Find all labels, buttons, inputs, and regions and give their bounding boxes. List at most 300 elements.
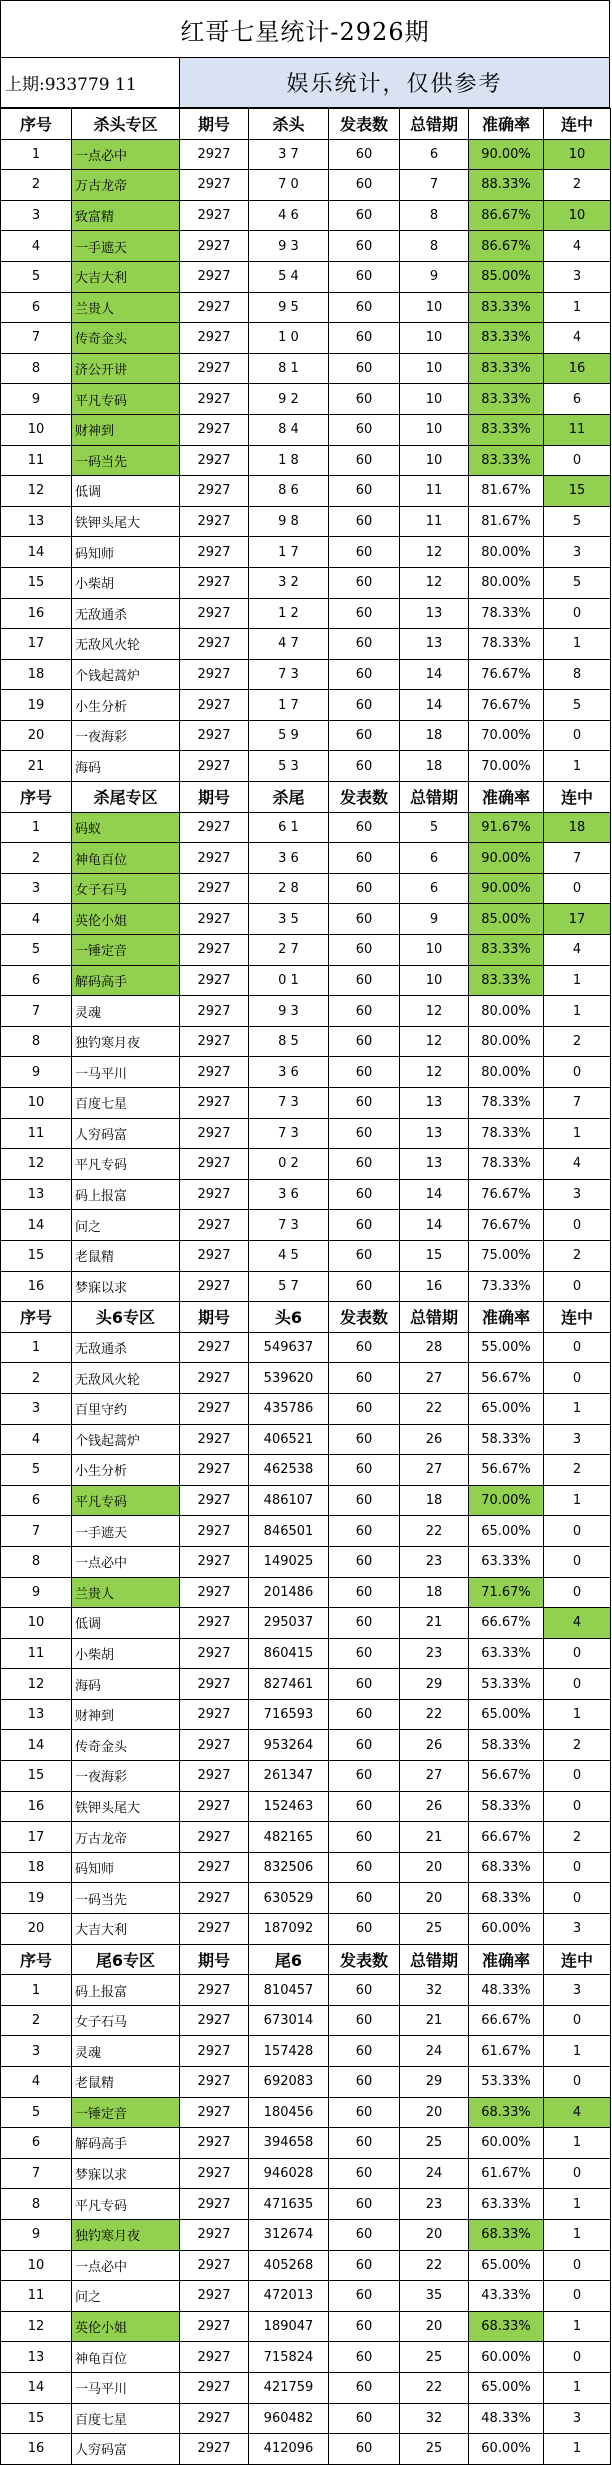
hit-streak: 0 xyxy=(544,1638,611,1669)
accuracy-rate: 61.67% xyxy=(469,2158,544,2189)
published-count: 60 xyxy=(329,2128,400,2159)
total-misses: 14 xyxy=(400,690,469,721)
prediction-value: 394658 xyxy=(249,2128,329,2159)
total-misses: 27 xyxy=(400,1455,469,1486)
hit-streak: 2 xyxy=(544,1730,611,1761)
table-row xyxy=(1,1332,611,1363)
period-number: 2927 xyxy=(180,2097,249,2128)
predictor-name: 女子石马 xyxy=(72,2005,180,2036)
table-row xyxy=(1,231,611,262)
prediction-value: 5 3 xyxy=(249,751,329,782)
published-count: 60 xyxy=(329,1240,400,1271)
table-row xyxy=(1,1240,611,1271)
table-row xyxy=(1,1975,611,2006)
period-number: 2927 xyxy=(180,1516,249,1547)
accuracy-rate: 86.67% xyxy=(469,231,544,262)
row-number: 19 xyxy=(1,690,72,721)
row-number: 14 xyxy=(1,1210,72,1241)
table-row xyxy=(1,2281,611,2312)
hit-streak: 2 xyxy=(544,1455,611,1486)
row-number: 4 xyxy=(1,231,72,262)
period-number: 2927 xyxy=(180,965,249,996)
row-number: 15 xyxy=(1,2403,72,2434)
predictor-name: 平凡专码 xyxy=(72,1485,180,1516)
table-row xyxy=(1,1883,611,1914)
period-number: 2927 xyxy=(180,1455,249,1486)
accuracy-rate: 83.33% xyxy=(469,323,544,354)
prediction-value: 472013 xyxy=(249,2281,329,2312)
prediction-value: 946028 xyxy=(249,2158,329,2189)
column-header: 发表数 xyxy=(329,1944,400,1975)
total-misses: 5 xyxy=(400,812,469,843)
predictor-name: 铁钾头尾大 xyxy=(72,506,180,537)
accuracy-rate: 83.33% xyxy=(469,292,544,323)
row-number: 9 xyxy=(1,2219,72,2250)
published-count: 60 xyxy=(329,200,400,231)
total-misses: 26 xyxy=(400,1791,469,1822)
table-row xyxy=(1,598,611,629)
accuracy-rate: 71.67% xyxy=(469,1577,544,1608)
row-number: 1 xyxy=(1,1332,72,1363)
period-number: 2927 xyxy=(180,843,249,874)
row-number: 8 xyxy=(1,1546,72,1577)
hit-streak: 0 xyxy=(544,1210,611,1241)
column-header: 总错期 xyxy=(400,109,469,140)
period-number: 2927 xyxy=(180,2036,249,2067)
accuracy-rate: 70.00% xyxy=(469,720,544,751)
published-count: 60 xyxy=(329,353,400,384)
column-header: 杀尾 xyxy=(249,782,329,813)
predictor-name: 神龟百位 xyxy=(72,843,180,874)
section-header-row xyxy=(1,1944,611,1975)
prediction-value: 7 3 xyxy=(249,659,329,690)
published-count: 60 xyxy=(329,1149,400,1180)
row-number: 1 xyxy=(1,1975,72,2006)
predictor-name: 无敌通杀 xyxy=(72,598,180,629)
table-row xyxy=(1,2158,611,2189)
accuracy-rate: 73.33% xyxy=(469,1271,544,1302)
total-misses: 23 xyxy=(400,1638,469,1669)
hit-streak: 1 xyxy=(544,1118,611,1149)
prediction-value: 9 2 xyxy=(249,384,329,415)
row-number: 16 xyxy=(1,1791,72,1822)
period-number: 2927 xyxy=(180,1424,249,1455)
period-number: 2927 xyxy=(180,353,249,384)
period-number: 2927 xyxy=(180,996,249,1027)
period-number: 2927 xyxy=(180,537,249,568)
total-misses: 27 xyxy=(400,1363,469,1394)
hit-streak: 16 xyxy=(544,353,611,384)
table-row xyxy=(1,1516,611,1547)
prediction-value: 2 8 xyxy=(249,873,329,904)
column-header: 准确率 xyxy=(469,109,544,140)
predictor-name: 致富精 xyxy=(72,200,180,231)
period-number: 2927 xyxy=(180,292,249,323)
hit-streak: 0 xyxy=(544,1363,611,1394)
period-number: 2927 xyxy=(180,1638,249,1669)
hit-streak: 4 xyxy=(544,1149,611,1180)
column-header: 总错期 xyxy=(400,1302,469,1333)
period-number: 2927 xyxy=(180,1485,249,1516)
period-number: 2927 xyxy=(180,935,249,966)
predictor-name: 个钱起蒿炉 xyxy=(72,1424,180,1455)
prediction-value: 5 4 xyxy=(249,261,329,292)
hit-streak: 1 xyxy=(544,629,611,660)
hit-streak: 0 xyxy=(544,1791,611,1822)
predictor-name: 解码高手 xyxy=(72,965,180,996)
total-misses: 28 xyxy=(400,1332,469,1363)
accuracy-rate: 90.00% xyxy=(469,139,544,170)
published-count: 60 xyxy=(329,629,400,660)
prediction-value: 412096 xyxy=(249,2434,329,2465)
accuracy-rate: 63.33% xyxy=(469,1546,544,1577)
period-number: 2927 xyxy=(180,567,249,598)
hit-streak: 7 xyxy=(544,1088,611,1119)
period-number: 2927 xyxy=(180,1669,249,1700)
predictor-name: 神龟百位 xyxy=(72,2342,180,2373)
hit-streak: 2 xyxy=(544,1026,611,1057)
hit-streak: 0 xyxy=(544,1057,611,1088)
published-count: 60 xyxy=(329,1424,400,1455)
period-number: 2927 xyxy=(180,1699,249,1730)
row-number: 3 xyxy=(1,2036,72,2067)
row-number: 18 xyxy=(1,1852,72,1883)
table-row xyxy=(1,2403,611,2434)
total-misses: 9 xyxy=(400,904,469,935)
hit-streak: 0 xyxy=(544,1852,611,1883)
total-misses: 29 xyxy=(400,1669,469,1700)
accuracy-rate: 60.00% xyxy=(469,2342,544,2373)
predictor-name: 兰贵人 xyxy=(72,292,180,323)
period-number: 2927 xyxy=(180,1210,249,1241)
total-misses: 12 xyxy=(400,996,469,1027)
table-row xyxy=(1,1088,611,1119)
accuracy-rate: 65.00% xyxy=(469,2250,544,2281)
table-row xyxy=(1,965,611,996)
accuracy-rate: 70.00% xyxy=(469,751,544,782)
row-number: 20 xyxy=(1,720,72,751)
prediction-value: 3 6 xyxy=(249,843,329,874)
column-header: 发表数 xyxy=(329,782,400,813)
row-number: 6 xyxy=(1,2128,72,2159)
published-count: 60 xyxy=(329,935,400,966)
total-misses: 32 xyxy=(400,1975,469,2006)
row-number: 5 xyxy=(1,1455,72,1486)
total-misses: 22 xyxy=(400,1393,469,1424)
predictor-name: 万古龙帝 xyxy=(72,1822,180,1853)
period-number: 2927 xyxy=(180,1240,249,1271)
info-bar xyxy=(0,58,612,108)
hit-streak: 0 xyxy=(544,2067,611,2098)
accuracy-rate: 48.33% xyxy=(469,2403,544,2434)
total-misses: 10 xyxy=(400,323,469,354)
total-misses: 22 xyxy=(400,2250,469,2281)
table-row xyxy=(1,1271,611,1302)
predictor-name: 海码 xyxy=(72,1669,180,1700)
accuracy-rate: 85.00% xyxy=(469,904,544,935)
total-misses: 13 xyxy=(400,1118,469,1149)
total-misses: 32 xyxy=(400,2403,469,2434)
accuracy-rate: 55.00% xyxy=(469,1332,544,1363)
table-row xyxy=(1,1455,611,1486)
hit-streak: 8 xyxy=(544,659,611,690)
total-misses: 10 xyxy=(400,445,469,476)
total-misses: 23 xyxy=(400,1546,469,1577)
row-number: 11 xyxy=(1,1638,72,1669)
period-number: 2927 xyxy=(180,2158,249,2189)
prediction-value: 2 7 xyxy=(249,935,329,966)
total-misses: 21 xyxy=(400,1608,469,1639)
predictor-name: 一码当先 xyxy=(72,445,180,476)
hit-streak: 0 xyxy=(544,1546,611,1577)
predictor-name: 一马平川 xyxy=(72,1057,180,1088)
predictor-name: 小柴胡 xyxy=(72,1638,180,1669)
total-misses: 13 xyxy=(400,1088,469,1119)
table-row xyxy=(1,1546,611,1577)
row-number: 11 xyxy=(1,445,72,476)
total-misses: 6 xyxy=(400,873,469,904)
period-number: 2927 xyxy=(180,1118,249,1149)
table-row xyxy=(1,1852,611,1883)
table-row xyxy=(1,2434,611,2465)
row-number: 9 xyxy=(1,1057,72,1088)
row-number: 12 xyxy=(1,2311,72,2342)
table-row xyxy=(1,690,611,721)
predictor-name: 问之 xyxy=(72,1210,180,1241)
hit-streak: 1 xyxy=(544,2219,611,2250)
period-number: 2927 xyxy=(180,200,249,231)
published-count: 60 xyxy=(329,567,400,598)
predictor-name: 码上报富 xyxy=(72,1975,180,2006)
accuracy-rate: 53.33% xyxy=(469,1669,544,1700)
accuracy-rate: 76.67% xyxy=(469,1179,544,1210)
hit-streak: 1 xyxy=(544,1393,611,1424)
table-row xyxy=(1,1608,611,1639)
hit-streak: 4 xyxy=(544,2097,611,2128)
predictor-name: 梦寐以求 xyxy=(72,1271,180,1302)
total-misses: 22 xyxy=(400,1516,469,1547)
published-count: 60 xyxy=(329,384,400,415)
row-number: 14 xyxy=(1,537,72,568)
table-row xyxy=(1,1424,611,1455)
table-row xyxy=(1,996,611,1027)
predictor-name: 问之 xyxy=(72,2281,180,2312)
column-header: 杀尾专区 xyxy=(72,782,180,813)
table-row xyxy=(1,2342,611,2373)
column-header: 准确率 xyxy=(469,782,544,813)
published-count: 60 xyxy=(329,1822,400,1853)
published-count: 60 xyxy=(329,2036,400,2067)
accuracy-rate: 88.33% xyxy=(469,170,544,201)
period-number: 2927 xyxy=(180,1730,249,1761)
prediction-value: 692083 xyxy=(249,2067,329,2098)
period-number: 2927 xyxy=(180,659,249,690)
hit-streak: 5 xyxy=(544,506,611,537)
predictor-name: 老鼠精 xyxy=(72,2067,180,2098)
period-number: 2927 xyxy=(180,873,249,904)
total-misses: 25 xyxy=(400,2342,469,2373)
table-row xyxy=(1,2250,611,2281)
prediction-value: 421759 xyxy=(249,2372,329,2403)
prediction-value: 1 7 xyxy=(249,537,329,568)
hit-streak: 5 xyxy=(544,690,611,721)
table-row xyxy=(1,1638,611,1669)
accuracy-rate: 78.33% xyxy=(469,1118,544,1149)
period-number: 2927 xyxy=(180,1822,249,1853)
period-number: 2927 xyxy=(180,2372,249,2403)
table-row xyxy=(1,1026,611,1057)
section-header-row xyxy=(1,1302,611,1333)
section-header-row xyxy=(1,109,611,140)
period-number: 2927 xyxy=(180,384,249,415)
period-number: 2927 xyxy=(180,598,249,629)
prediction-value: 0 1 xyxy=(249,965,329,996)
prediction-value: 405268 xyxy=(249,2250,329,2281)
total-misses: 20 xyxy=(400,2097,469,2128)
table-row xyxy=(1,720,611,751)
table-row xyxy=(1,1179,611,1210)
predictor-name: 独钓寒月夜 xyxy=(72,1026,180,1057)
accuracy-rate: 83.33% xyxy=(469,445,544,476)
accuracy-rate: 80.00% xyxy=(469,1057,544,1088)
prediction-value: 435786 xyxy=(249,1393,329,1424)
row-number: 4 xyxy=(1,1424,72,1455)
predictor-name: 小生分析 xyxy=(72,1455,180,1486)
predictor-name: 一点必中 xyxy=(72,1546,180,1577)
prediction-value: 5 9 xyxy=(249,720,329,751)
total-misses: 15 xyxy=(400,1240,469,1271)
prediction-value: 8 5 xyxy=(249,1026,329,1057)
period-number: 2927 xyxy=(180,690,249,721)
accuracy-rate: 68.33% xyxy=(469,2311,544,2342)
accuracy-rate: 78.33% xyxy=(469,1088,544,1119)
period-number: 2927 xyxy=(180,751,249,782)
total-misses: 12 xyxy=(400,537,469,568)
predictor-name: 一手遮天 xyxy=(72,231,180,262)
period-number: 2927 xyxy=(180,1914,249,1945)
published-count: 60 xyxy=(329,2189,400,2220)
table-row xyxy=(1,567,611,598)
column-header: 发表数 xyxy=(329,109,400,140)
prediction-value: 152463 xyxy=(249,1791,329,1822)
period-number: 2927 xyxy=(180,1791,249,1822)
table-row xyxy=(1,1363,611,1394)
predictor-name: 一点必中 xyxy=(72,139,180,170)
period-number: 2927 xyxy=(180,1088,249,1119)
published-count: 60 xyxy=(329,1699,400,1730)
predictor-name: 低调 xyxy=(72,476,180,507)
published-count: 60 xyxy=(329,1546,400,1577)
column-header: 期号 xyxy=(180,109,249,140)
published-count: 60 xyxy=(329,1577,400,1608)
period-number: 2927 xyxy=(180,231,249,262)
published-count: 60 xyxy=(329,170,400,201)
stats-table xyxy=(0,108,611,2465)
published-count: 60 xyxy=(329,445,400,476)
accuracy-rate: 66.67% xyxy=(469,1608,544,1639)
column-header: 期号 xyxy=(180,1944,249,1975)
accuracy-rate: 80.00% xyxy=(469,537,544,568)
prediction-value: 860415 xyxy=(249,1638,329,1669)
total-misses: 8 xyxy=(400,231,469,262)
accuracy-rate: 80.00% xyxy=(469,996,544,1027)
predictor-name: 财神到 xyxy=(72,1699,180,1730)
prediction-value: 8 4 xyxy=(249,414,329,445)
hit-streak: 0 xyxy=(544,1669,611,1700)
table-row xyxy=(1,1730,611,1761)
period-number: 2927 xyxy=(180,2005,249,2036)
published-count: 60 xyxy=(329,1791,400,1822)
accuracy-rate: 75.00% xyxy=(469,1240,544,1271)
prediction-value: 832506 xyxy=(249,1852,329,1883)
accuracy-rate: 65.00% xyxy=(469,1699,544,1730)
predictor-name: 女子石马 xyxy=(72,873,180,904)
predictor-name: 济公开讲 xyxy=(72,353,180,384)
table-row xyxy=(1,476,611,507)
hit-streak: 15 xyxy=(544,476,611,507)
total-misses: 12 xyxy=(400,1026,469,1057)
prediction-value: 3 6 xyxy=(249,1057,329,1088)
accuracy-rate: 86.67% xyxy=(469,200,544,231)
predictor-name: 百里守约 xyxy=(72,1393,180,1424)
predictor-name: 大吉大利 xyxy=(72,1914,180,1945)
total-misses: 21 xyxy=(400,2005,469,2036)
hit-streak: 10 xyxy=(544,139,611,170)
prediction-value: 4 7 xyxy=(249,629,329,660)
published-count: 60 xyxy=(329,1761,400,1792)
predictor-name: 码知师 xyxy=(72,537,180,568)
accuracy-rate: 60.00% xyxy=(469,2128,544,2159)
table-row xyxy=(1,1149,611,1180)
total-misses: 25 xyxy=(400,1914,469,1945)
hit-streak: 1 xyxy=(544,751,611,782)
row-number: 12 xyxy=(1,1669,72,1700)
predictor-name: 传奇金头 xyxy=(72,1730,180,1761)
row-number: 13 xyxy=(1,1179,72,1210)
period-number: 2927 xyxy=(180,2403,249,2434)
accuracy-rate: 66.67% xyxy=(469,2005,544,2036)
total-misses: 10 xyxy=(400,384,469,415)
predictor-name: 个钱起蒿炉 xyxy=(72,659,180,690)
published-count: 60 xyxy=(329,2372,400,2403)
row-number: 18 xyxy=(1,659,72,690)
prediction-value: 7 3 xyxy=(249,1210,329,1241)
row-number: 5 xyxy=(1,2097,72,2128)
published-count: 60 xyxy=(329,323,400,354)
row-number: 15 xyxy=(1,567,72,598)
table-row xyxy=(1,2128,611,2159)
total-misses: 29 xyxy=(400,2067,469,2098)
published-count: 60 xyxy=(329,1669,400,1700)
published-count: 60 xyxy=(329,2219,400,2250)
total-misses: 9 xyxy=(400,261,469,292)
hit-streak: 0 xyxy=(544,2158,611,2189)
predictor-name: 百度七星 xyxy=(72,1088,180,1119)
hit-streak: 1 xyxy=(544,1699,611,1730)
row-number: 17 xyxy=(1,629,72,660)
prediction-value: 5 7 xyxy=(249,1271,329,1302)
predictor-name: 低调 xyxy=(72,1608,180,1639)
total-misses: 10 xyxy=(400,353,469,384)
total-misses: 6 xyxy=(400,139,469,170)
accuracy-rate: 58.33% xyxy=(469,1730,544,1761)
row-number: 10 xyxy=(1,1608,72,1639)
predictor-name: 老鼠精 xyxy=(72,1240,180,1271)
row-number: 11 xyxy=(1,1118,72,1149)
prediction-value: 3 6 xyxy=(249,1179,329,1210)
row-number: 12 xyxy=(1,476,72,507)
hit-streak: 3 xyxy=(544,1179,611,1210)
